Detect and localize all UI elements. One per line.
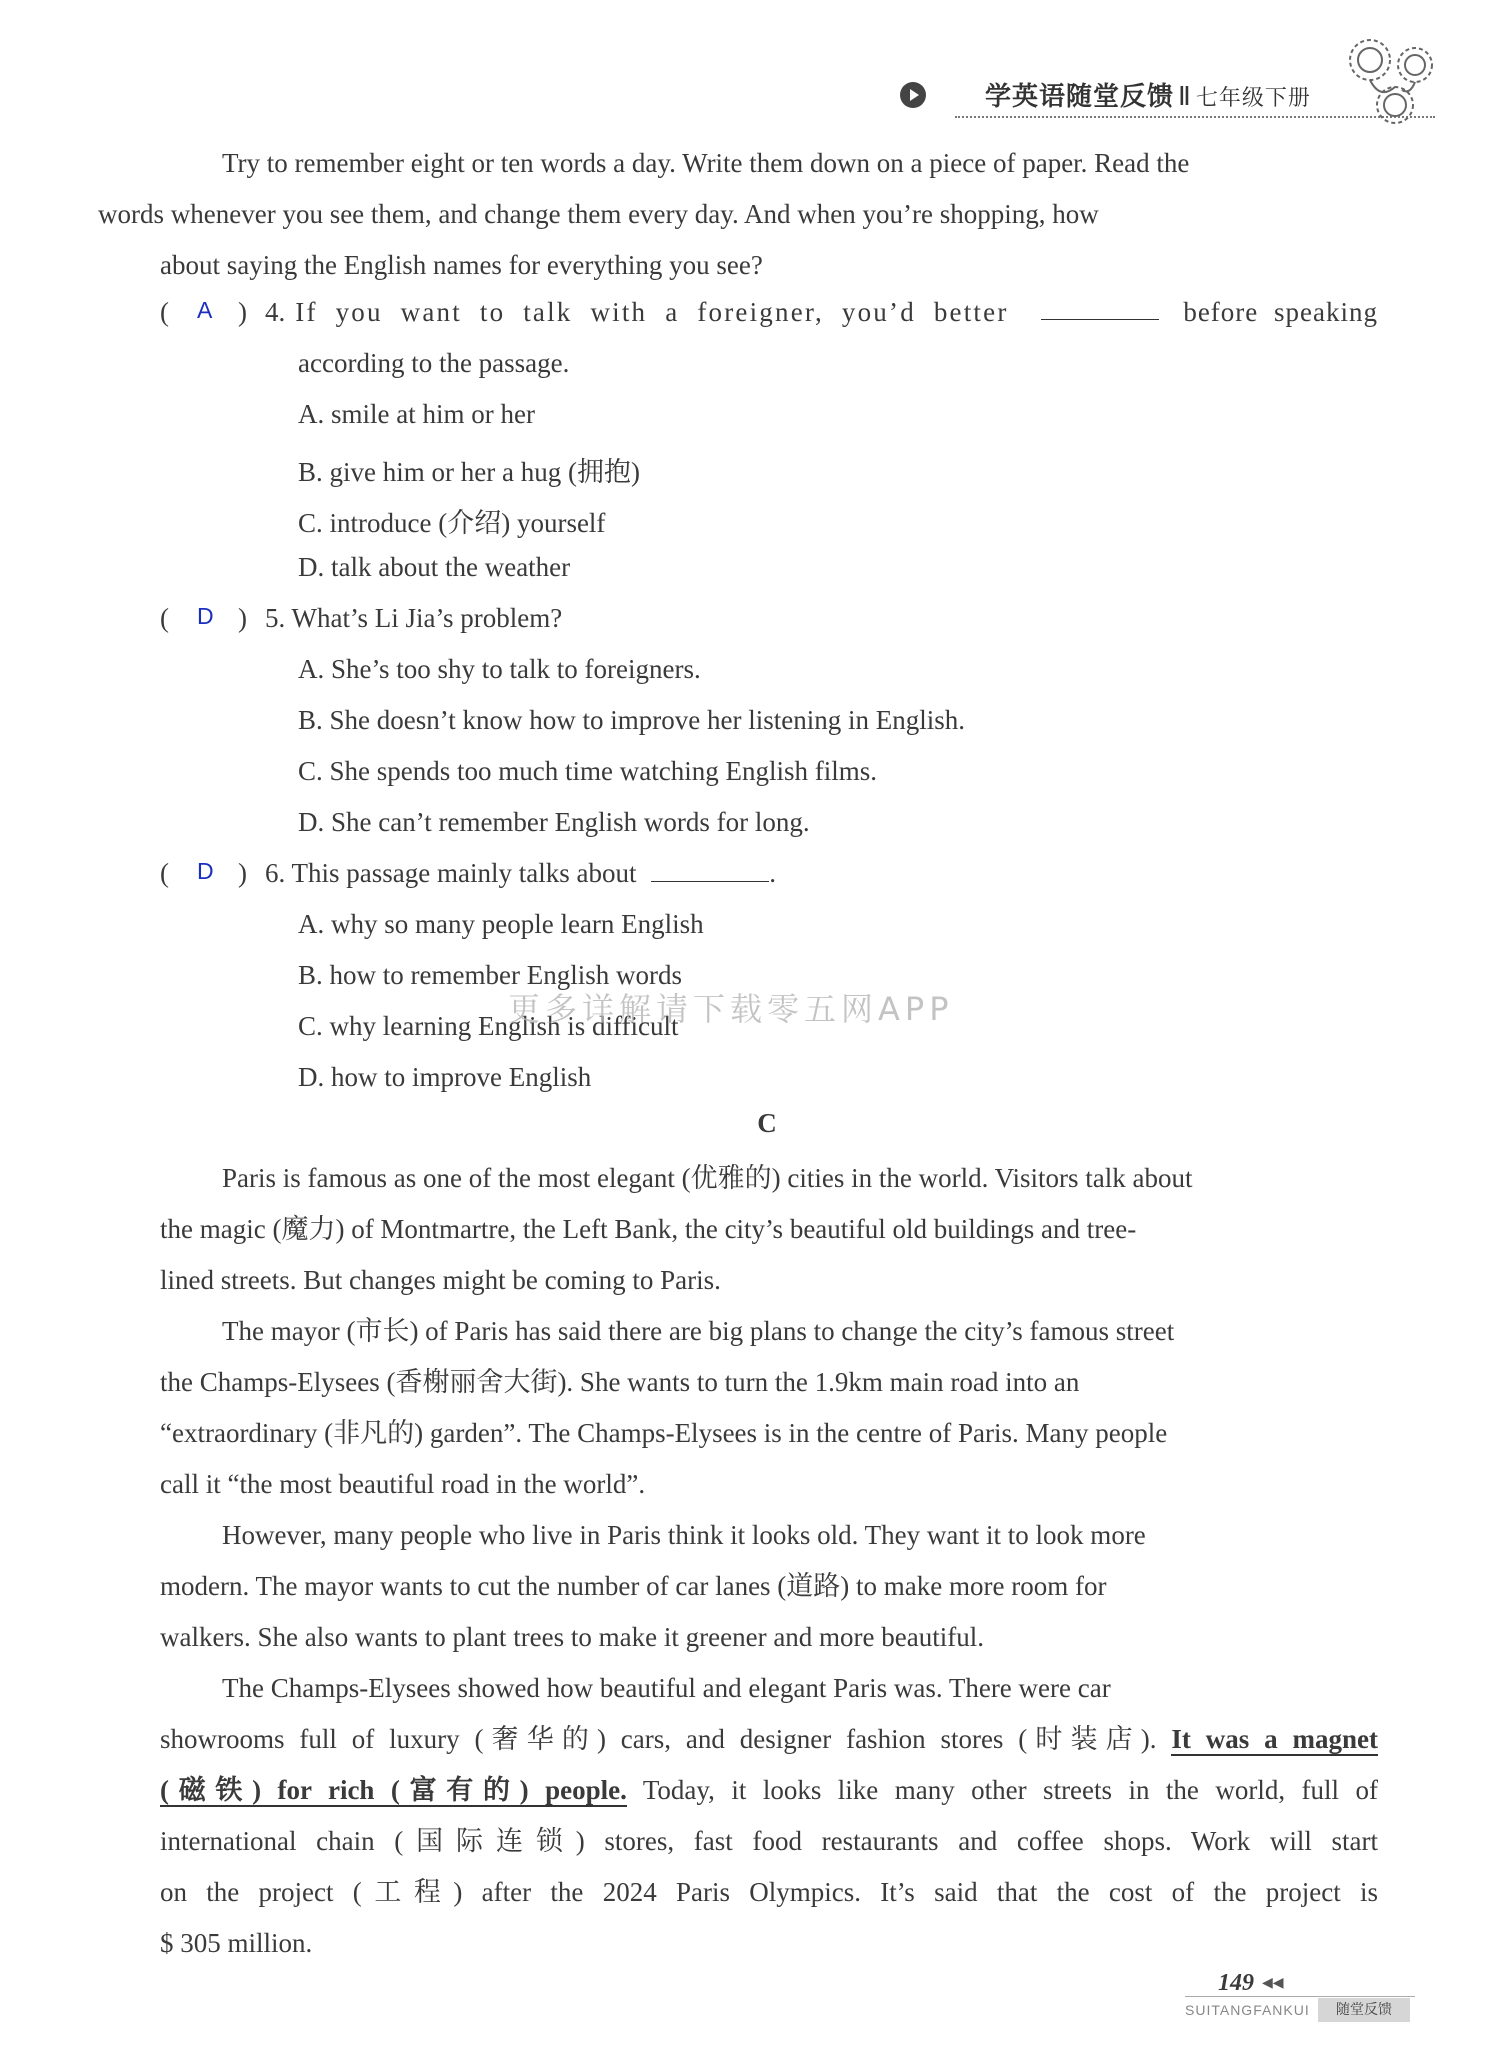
question-stem-line2: according to the passage. <box>298 348 570 378</box>
page-number: 149 <box>1218 1970 1254 1996</box>
question-number: 4. <box>265 297 286 327</box>
volume-mark: Ⅱ <box>1178 82 1192 112</box>
section-letter: C <box>757 1108 777 1138</box>
question-number: 6. <box>265 858 286 888</box>
option-a: A. why so many people learn English <box>298 909 704 939</box>
option-a: A. She’s too shy to talk to foreigners. <box>298 654 701 684</box>
answer-label: A <box>197 297 213 323</box>
option-d: D. talk about the weather <box>298 552 571 582</box>
footer-brand: SUITANGFANKUI <box>1185 2002 1310 2018</box>
option-c: C. She spends too much time watching English films. <box>298 756 877 786</box>
question-stem: What’s Li Jia’s problem? <box>291 603 563 633</box>
paragraph-4: The Champs-Elysees showed how beautiful and elegant Paris was. There were car showrooms full of luxury (奢华的) cars, and designer fashion stores (时装店). It was a magnet (磁铁) for rich (富有的) people. Today, it looks like many other streets in the world, full of international chain (国际连锁) stores, fast food restaurants and coffee shops. Work will start on the project (工程) after the 2024 Paris Olympics. It’s said that the cost of the project is $ 305 million. <box>160 1673 1378 1958</box>
passage-paragraph: Try to remember eight or ten words a day. Write them down on a piece of paper. Read the words whenever you see them, and change them every day. And when you’re shopping, how about saying the English names for everything you see? <box>98 148 1190 280</box>
option-d: D. how to improve English <box>298 1062 592 1092</box>
passage-c <box>160 1153 1378 1969</box>
grade-label: 七年级下册 <box>1195 86 1311 111</box>
page-header <box>0 74 1500 134</box>
footer-label: 随堂反馈 <box>1318 1998 1410 2022</box>
answer-blank <box>651 859 769 882</box>
question-stem: If you want to talk with a foreigner, you’d better <box>295 297 1009 327</box>
arrow-icon: ◀◀ <box>1262 1976 1284 1991</box>
option-b: B. how to remember English words <box>298 960 682 990</box>
watermark: 更多详解请下载零五网APP <box>508 990 954 1028</box>
question-stem-end: before speaking <box>1183 297 1378 327</box>
paragraph-3: However, many people who live in Paris think it looks old. They want it to look more modern. The mayor wants to cut the number of car lanes (道路) to make more room for walkers. She also wants to plant trees to make it greener and more beautiful. <box>160 1520 1146 1652</box>
underlined-phrase: (磁铁) for rich (富有的) people. <box>160 1775 627 1805</box>
paragraph-1: Paris is famous as one of the most elegant (优雅的) cities in the world. Visitors talk about the magic (魔力) of Montmartre, the Left Bank, the city’s beautiful old buildings and tree- lined streets. But changes might be coming to Paris. <box>160 1163 1193 1295</box>
header-title <box>985 76 1311 113</box>
answer-label: D <box>197 858 214 884</box>
option-b: B. She doesn’t know how to improve her listening in English. <box>298 705 965 735</box>
passage-b-tail <box>98 138 1378 291</box>
option-d: D. She can’t remember English words for long. <box>298 807 810 837</box>
paragraph-2: The mayor (市长) of Paris has said there are big plans to change the city’s famous street the Champs-Elysees (香榭丽舍大街). She wants to turn the 1.9km main road into an “extraordinary (非凡的) garden”. The Champs-Elysees is in the centre of Paris. Many people call it “the most beautiful road in the world”. <box>160 1316 1175 1499</box>
option-b: B. give him or her a hug (拥抱) <box>298 457 640 487</box>
option-c: C. why learning English is difficult <box>298 1011 679 1041</box>
underlined-phrase: It was a magnet <box>1171 1724 1378 1754</box>
option-a: A. smile at him or her <box>298 399 535 429</box>
book-title: 学英语随堂反馈 <box>985 82 1175 112</box>
play-icon <box>900 82 926 108</box>
answer-blank <box>1041 297 1159 320</box>
option-c: C. introduce (介绍) yourself <box>298 508 606 538</box>
question-number: 5. <box>265 603 286 633</box>
question-stem: This passage mainly talks about <box>291 858 637 888</box>
answer-label: D <box>197 603 214 629</box>
footer-rule <box>1185 1996 1415 1997</box>
flower-decoration-icon <box>1340 30 1460 140</box>
